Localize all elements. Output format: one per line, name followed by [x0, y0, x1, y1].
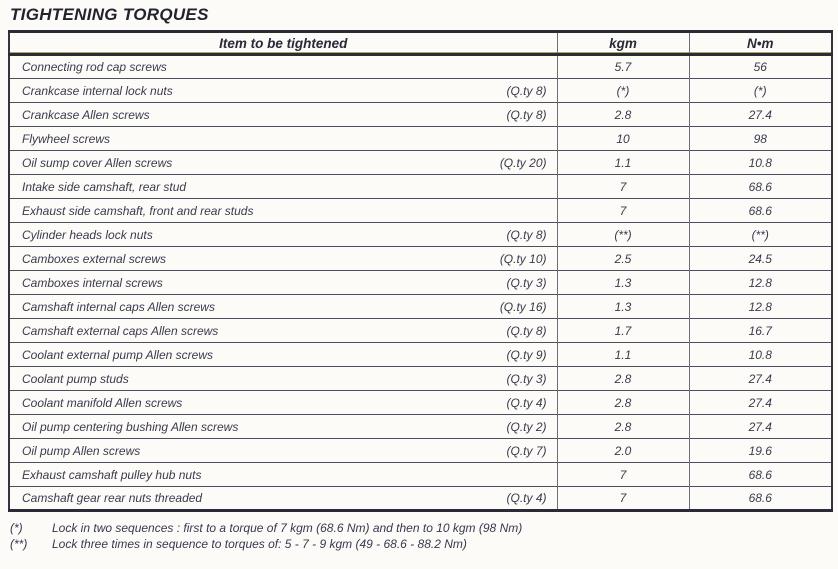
- kgm-value: 1.3: [557, 271, 689, 295]
- item-cell: [9, 103, 557, 127]
- nm-value: 19.6: [689, 439, 832, 463]
- nm-value: 10.8: [689, 343, 832, 367]
- nm-value: 24.5: [689, 247, 832, 271]
- item-quantity: (Q.ty 10): [499, 251, 547, 266]
- kgm-value: 1.1: [557, 151, 689, 175]
- item-name: Camshaft gear rear nuts threaded: [22, 491, 203, 505]
- item-cell: [9, 319, 557, 343]
- item-name: Camshaft internal caps Allen screws: [22, 299, 215, 314]
- item-cell: [9, 55, 557, 79]
- item-name: Connecting rod cap screws: [22, 60, 167, 74]
- nm-value: 68.6: [689, 199, 832, 223]
- table-row: [9, 391, 832, 415]
- item-cell: [9, 463, 557, 487]
- item-quantity: (Q.ty 8): [506, 83, 547, 98]
- item-name: Coolant manifold Allen screws: [22, 395, 183, 410]
- item-name: Flywheel screws: [22, 131, 111, 146]
- nm-value: 98: [689, 127, 832, 151]
- nm-value: 27.4: [689, 367, 832, 391]
- item-quantity: (Q.ty 9): [506, 347, 547, 362]
- table-row: [9, 415, 832, 439]
- nm-value: (*): [689, 79, 832, 103]
- item-quantity: (Q.ty 8): [506, 107, 547, 122]
- kgm-value: 7: [557, 175, 689, 199]
- item-cell: [9, 439, 557, 463]
- item-cell: [9, 271, 557, 295]
- item-name: Camshaft external caps Allen screws: [22, 323, 219, 338]
- footnote-single-asterisk: [10, 520, 831, 536]
- item-name: Cylinder heads lock nuts: [22, 227, 153, 242]
- item-cell: [9, 79, 557, 103]
- kgm-value: 7: [557, 487, 689, 511]
- item-name: Camboxes external screws: [22, 251, 167, 266]
- item-name: Exhaust camshaft pulley hub nuts: [22, 467, 202, 482]
- item-cell: [9, 295, 557, 319]
- item-quantity: (Q.ty 3): [506, 371, 547, 386]
- footnote-marker: (**): [10, 537, 28, 551]
- kgm-value: 2.8: [557, 391, 689, 415]
- item-name: Camboxes internal screws: [22, 275, 163, 290]
- tightening-torques-table: [8, 30, 833, 512]
- nm-value: 27.4: [689, 415, 832, 439]
- table-row: [9, 127, 832, 151]
- item-name: Crankcase internal lock nuts: [22, 83, 173, 98]
- table-row: [9, 103, 832, 127]
- nm-value: 12.8: [689, 295, 832, 319]
- nm-value: (**): [689, 223, 832, 247]
- column-header-item: Item to be tightened: [9, 32, 557, 55]
- kgm-value: 2.8: [557, 367, 689, 391]
- item-name: Oil pump centering bushing Allen screws: [22, 419, 239, 434]
- kgm-value: 1.3: [557, 295, 689, 319]
- nm-value: 16.7: [689, 319, 832, 343]
- item-cell: [9, 127, 557, 151]
- column-header-nm: N•m: [689, 32, 832, 55]
- item-cell: [9, 367, 557, 391]
- kgm-value: 5.7: [557, 55, 689, 79]
- item-cell: [9, 151, 557, 175]
- table-header: [9, 32, 832, 55]
- table-row: [9, 223, 832, 247]
- table-row: [9, 487, 832, 511]
- kgm-value: 2.0: [557, 439, 689, 463]
- footnotes: [8, 520, 831, 552]
- item-quantity: (Q.ty 8): [506, 323, 547, 338]
- kgm-value: 7: [557, 463, 689, 487]
- item-cell: [9, 415, 557, 439]
- table-row: [9, 319, 832, 343]
- item-cell: [9, 175, 557, 199]
- item-quantity: (Q.ty 8): [506, 227, 547, 242]
- item-cell: [9, 247, 557, 271]
- item-cell: [9, 223, 557, 247]
- item-name: Intake side camshaft, rear stud: [22, 179, 187, 194]
- item-quantity: (Q.ty 4): [506, 491, 547, 505]
- table-row: [9, 79, 832, 103]
- nm-value: 68.6: [689, 463, 832, 487]
- nm-value: 56: [689, 55, 832, 79]
- kgm-value: 10: [557, 127, 689, 151]
- nm-value: 68.6: [689, 175, 832, 199]
- footnote-text: Lock three times in sequence to torques of: 5 - 7 - 9 kgm (49 - 68.6 - 88.2 Nm): [52, 537, 467, 551]
- table-row: [9, 151, 832, 175]
- kgm-value: 1.7: [557, 319, 689, 343]
- nm-value: 12.8: [689, 271, 832, 295]
- table-row: [9, 463, 832, 487]
- kgm-value: (*): [557, 79, 689, 103]
- item-quantity: (Q.ty 20): [499, 155, 547, 170]
- table-row: [9, 175, 832, 199]
- table-row: [9, 247, 832, 271]
- item-cell: [9, 343, 557, 367]
- nm-value: 27.4: [689, 391, 832, 415]
- item-name: Coolant external pump Allen screws: [22, 347, 213, 362]
- item-name: Exhaust side camshaft, front and rear studs: [22, 203, 254, 218]
- table-row: [9, 199, 832, 223]
- table-body: [9, 55, 832, 511]
- item-quantity: (Q.ty 2): [506, 419, 547, 434]
- kgm-value: 7: [557, 199, 689, 223]
- nm-value: 10.8: [689, 151, 832, 175]
- table-row: [9, 55, 832, 79]
- footnote-text: Lock in two sequences : first to a torque of 7 kgm (68.6 Nm) and then to 10 kgm (98 Nm): [52, 521, 523, 535]
- item-name: Coolant pump studs: [22, 371, 129, 386]
- table-row: [9, 439, 832, 463]
- nm-value: 27.4: [689, 103, 832, 127]
- item-quantity: (Q.ty 3): [506, 275, 547, 290]
- table-row: [9, 343, 832, 367]
- table-row: [9, 367, 832, 391]
- page-title: TIGHTENING TORQUES: [10, 5, 209, 24]
- item-name: Crankcase Allen screws: [22, 107, 150, 122]
- item-cell: [9, 391, 557, 415]
- table-row: [9, 295, 832, 319]
- item-quantity: (Q.ty 7): [506, 443, 547, 458]
- nm-value: 68.6: [689, 487, 832, 511]
- kgm-value: 2.8: [557, 103, 689, 127]
- table-row: [9, 271, 832, 295]
- footnote-marker: (*): [10, 521, 23, 535]
- item-cell: [9, 487, 557, 511]
- column-header-kgm: kgm: [557, 32, 689, 55]
- item-quantity: (Q.ty 4): [506, 395, 547, 410]
- item-name: Oil sump cover Allen screws: [22, 155, 173, 170]
- item-name: Oil pump Allen screws: [22, 443, 141, 458]
- footnote-double-asterisk: [10, 536, 831, 552]
- item-quantity: (Q.ty 16): [499, 299, 547, 314]
- table-header-row: [9, 32, 832, 55]
- kgm-value: 2.5: [557, 247, 689, 271]
- kgm-value: 2.8: [557, 415, 689, 439]
- kgm-value: 1.1: [557, 343, 689, 367]
- item-cell: [9, 199, 557, 223]
- kgm-value: (**): [557, 223, 689, 247]
